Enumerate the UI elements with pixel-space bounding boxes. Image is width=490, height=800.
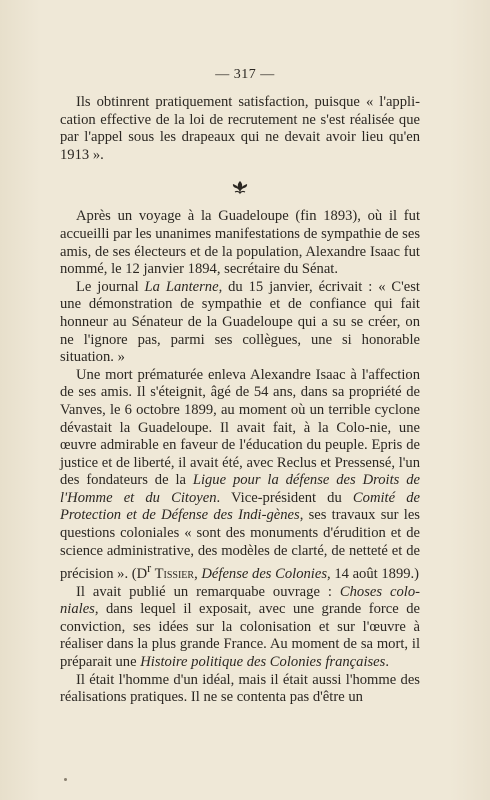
paragraph-3-text-b: , du 15 janvier, écrivait : « C'est une démonstration de sympathie et de confiance qui fait honneur au Sénateur de la Guadeloupe qui a su se créer, on ne l'ignore pas, parmi ses collègues, une si honorable situation. » [60, 278, 420, 366]
paragraph-4-text-b: . Vice-président du [216, 489, 353, 506]
league-name: Ligue pour la défense des Droits de l'Homme et du Citoyen [60, 472, 420, 506]
page-number: — 317 — [215, 67, 275, 82]
paragraph-4-text-a: Une mort prématurée enleva Alexandre Isaac à l'affection de ses amis. Il s'éteignit, âgé de 54 ans, dans sa propriété de Vanves, le 6 octobre 1899, au moment où un terrible cyclone dévastait la Guadeloupe. Il avait fait, à la Colo-nie, une œuvre admirable en faveur de l'éducation du peuple. Epris de justice et de liberté, il avait été, avec Reclus et Pressensé, l'un des fondateurs de la [60, 366, 420, 489]
paragraph-5-text-a: Il avait publié un remarquabe ouvrage : [76, 583, 340, 600]
page-body [60, 94, 420, 707]
paragraph-5-text-c: . [385, 654, 389, 671]
paragraph-3 [60, 279, 420, 367]
paragraph-2: Après un voyage à la Guadeloupe (fin 1893), où il fut accueilli par les unanimes manifestations de sympathie de ses amis, de ses électeurs et de la population, Alexandre Isaac fut nommé, le 12 janvier 1894, secrétaire du Sénat. [60, 208, 420, 278]
doctor-superscript: r [147, 561, 152, 576]
author-name: Tissier [151, 566, 195, 583]
paragraph-4-text-d: , [194, 566, 202, 583]
paragraph-3-text-a: Le journal [76, 278, 145, 295]
fleuron-icon [231, 180, 249, 196]
journal-title: Défense des Colonies [201, 566, 328, 583]
paragraph-5-text-b: , dans lequel il exposait, avec une grande force de conviction, ses idées sur la colonisation et sur l'œuvre à réaliser dans la plus grande France. Au moment de sa mort, il préparait une [60, 601, 420, 671]
paragraph-4-text-e: , 14 août 1899.) [327, 566, 420, 583]
committee-name: Comité de Protection et de Défense des Indi-gènes [60, 489, 420, 524]
paper-speck [64, 778, 67, 781]
paragraph-1: Ils obtinrent pratiquement satisfaction, puisque « l'appli-cation effective de la loi de recrutement ne s'est réalisée que par l'appel sous les drapeaux qui ne devait avoir lieu qu'en 1913 ». [60, 94, 420, 163]
book-title: Choses colo-niales [60, 583, 420, 618]
fleuron-ornament [60, 176, 420, 196]
newspaper-title: La Lanterne [144, 278, 219, 295]
paragraph-4-text-c: , ses travaux sur les questions coloniales « sont des monuments d'érudition et de science administrative, des modèles de clarté, de netteté et de précision ». (D [60, 507, 420, 583]
paragraph-5 [60, 584, 420, 672]
history-title: Histoire politique des Colonies françaises [140, 654, 386, 671]
paragraph-4 [60, 367, 420, 584]
paragraph-6: Il était l'homme d'un idéal, mais il était aussi l'homme des réalisations pratiques. Il ne se contenta pas d'être un [60, 671, 420, 706]
